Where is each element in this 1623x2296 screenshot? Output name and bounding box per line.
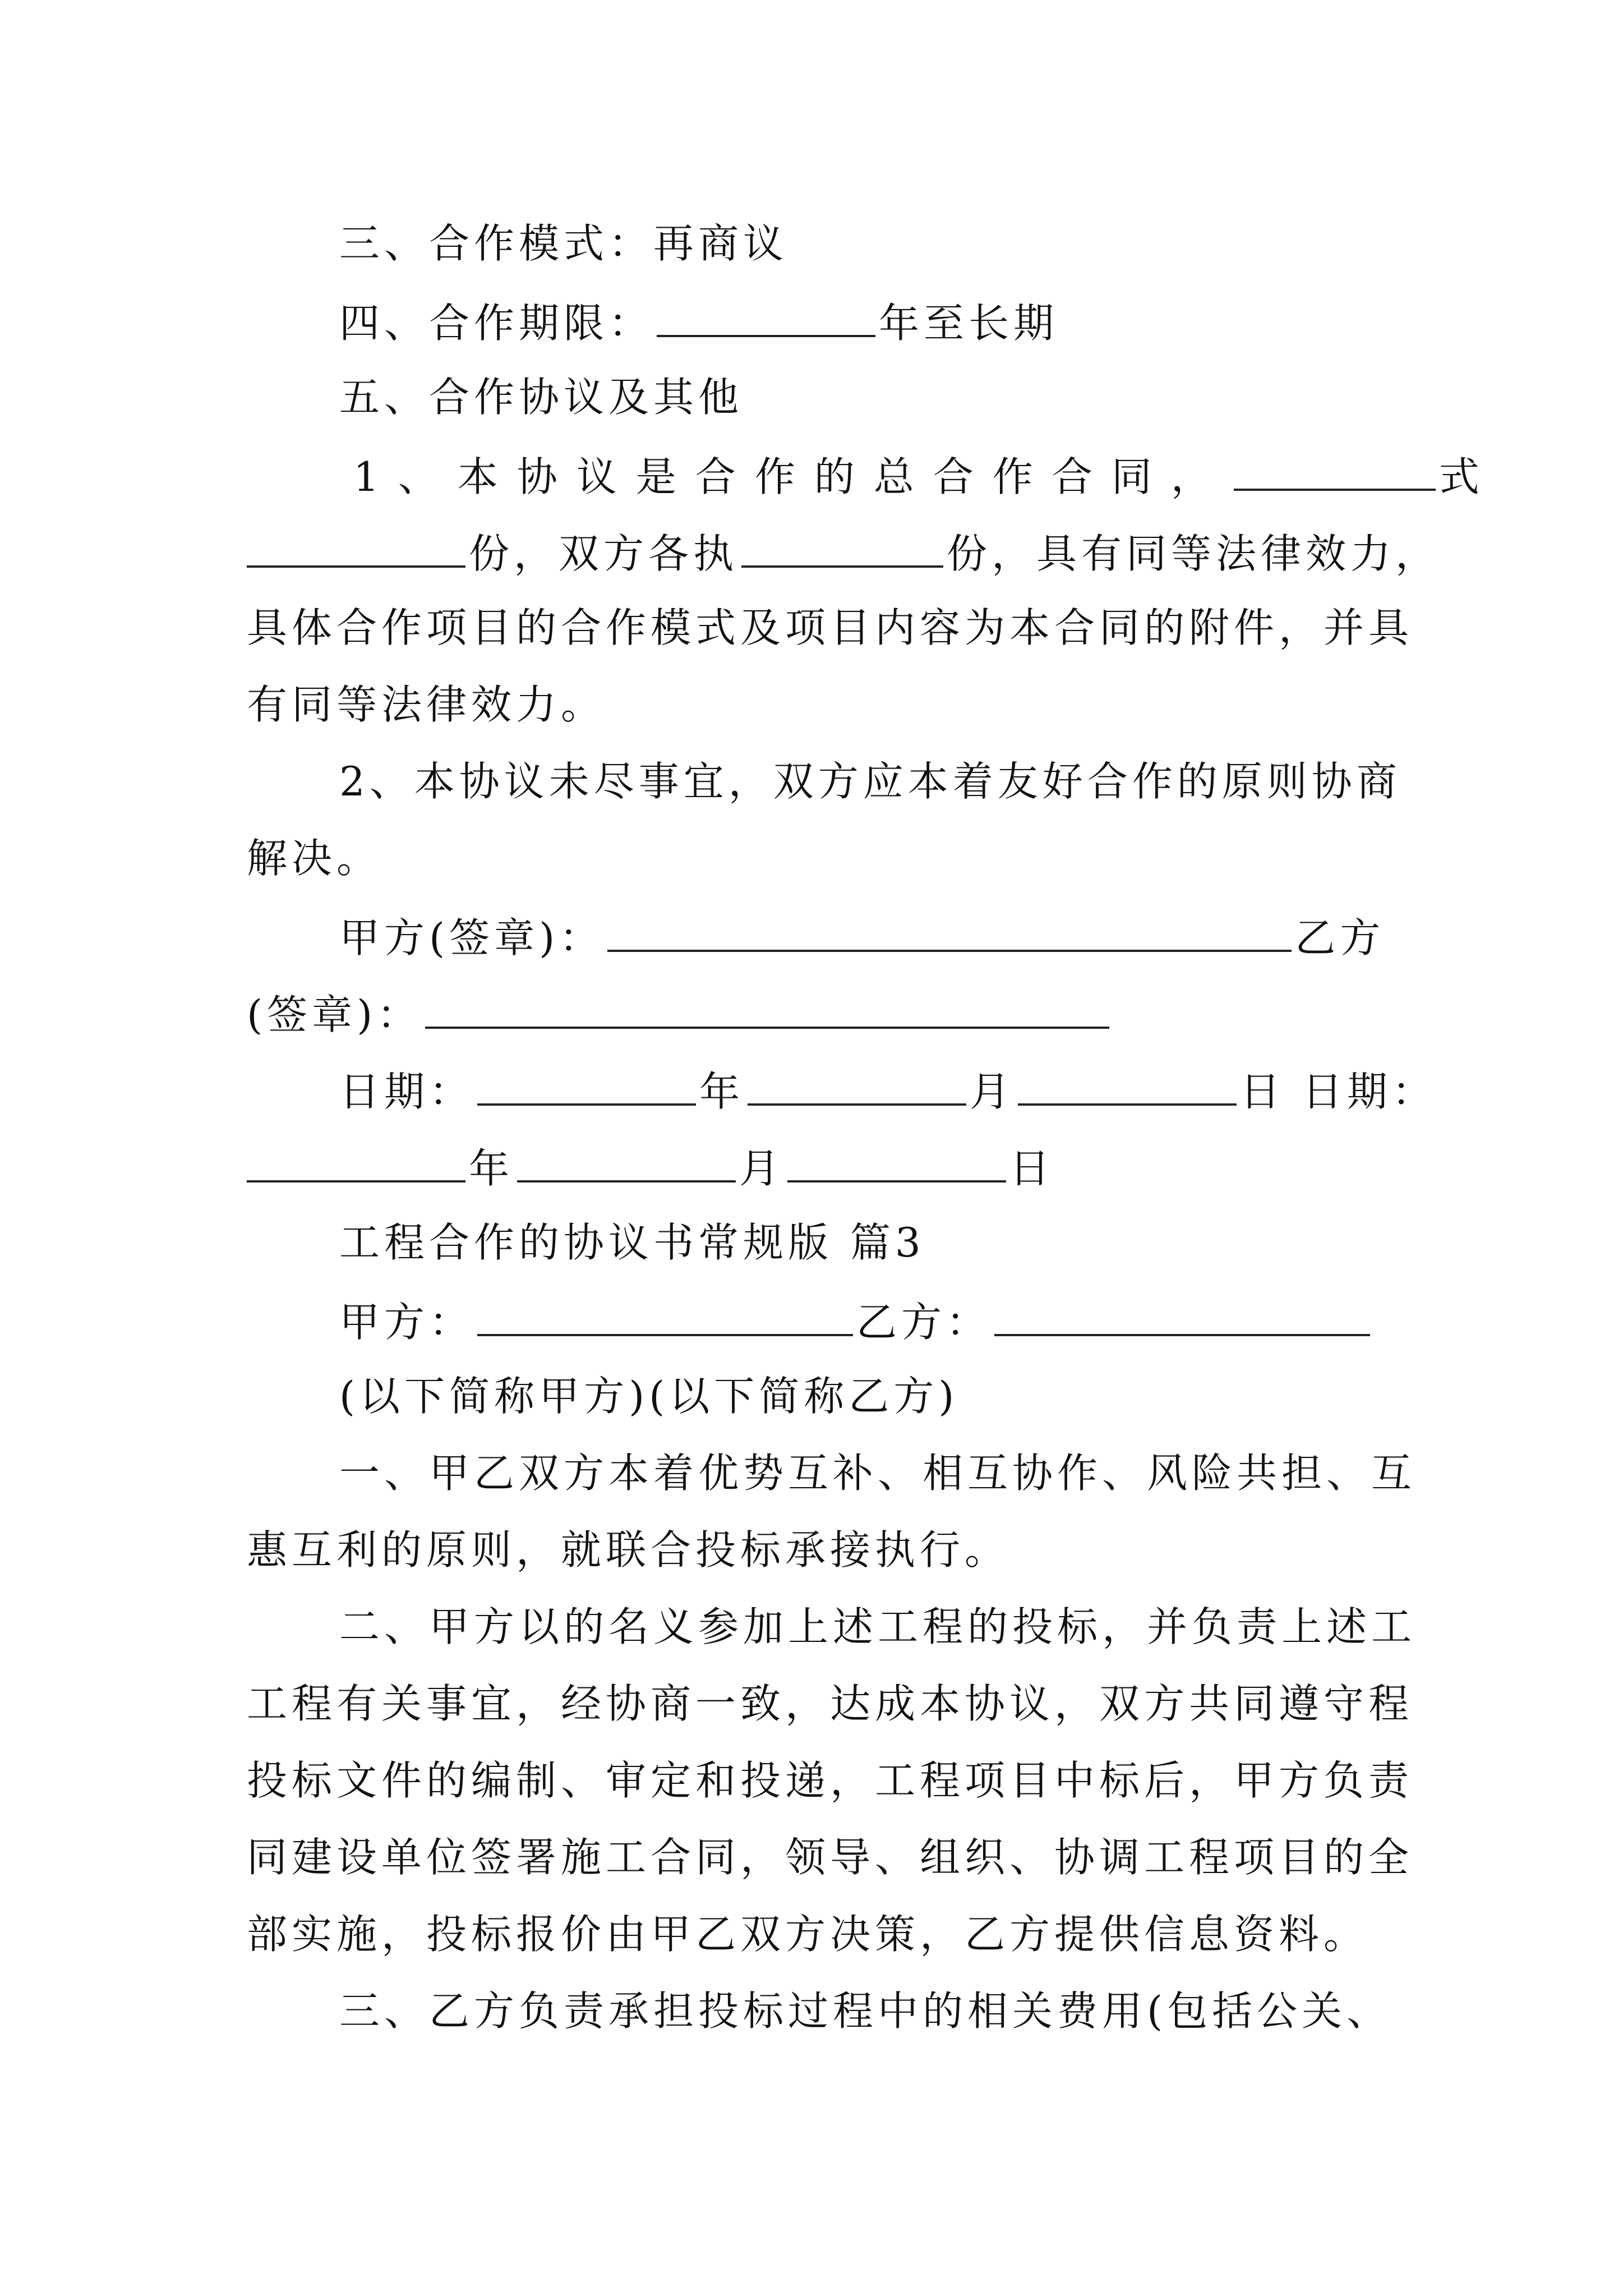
line-text: (签章)： xyxy=(247,991,422,1038)
line-text: 乙方 xyxy=(1295,914,1385,961)
line-text: 日 xyxy=(1009,1145,1055,1192)
fill-blank xyxy=(517,1145,736,1182)
text-line xyxy=(339,374,744,421)
line-text: 五、合作协议及其他 xyxy=(339,374,744,421)
line-text: 部实施，投标报价由甲乙双方决策，乙方提供信息资料。 xyxy=(247,1911,1369,1958)
text-line xyxy=(339,914,1385,961)
text-line xyxy=(339,1987,1392,2035)
line-text: 年至长期 xyxy=(879,300,1059,347)
text-line xyxy=(247,530,1441,577)
line-text: 工程合作的协议书常规版 篇3 xyxy=(339,1219,925,1266)
text-line xyxy=(339,1068,1437,1115)
line-text: 三、乙方负责承担投标过程中的相关费用(包括公关、 xyxy=(339,1987,1392,2035)
line-text: 投标文件的编制、审定和投递，工程项目中标后，甲方负责 xyxy=(247,1757,1414,1804)
fill-blank xyxy=(1234,454,1436,491)
text-line xyxy=(247,1145,1055,1192)
line-text: 四、合作期限： xyxy=(339,300,654,347)
line-text: 份，双方各执 xyxy=(469,530,739,577)
line-text: 份，具有同等法律效力， xyxy=(947,530,1441,577)
text-line xyxy=(247,1680,1414,1727)
line-text: 日 日期： xyxy=(1240,1068,1437,1115)
line-text: 惠互利的原则，就联合投标承接执行。 xyxy=(247,1526,1010,1573)
line-text: 式 xyxy=(1438,453,1498,500)
line-text: 三、合作模式：再商议 xyxy=(339,220,789,267)
line-text: 日期： xyxy=(339,1068,474,1115)
fill-blank xyxy=(247,1145,465,1182)
line-text: 解决。 xyxy=(247,835,382,882)
line-text: 工程有关事宜，经协商一致，达成本协议，双方共同遵守程 xyxy=(247,1680,1414,1727)
line-text: 乙方： xyxy=(856,1299,992,1346)
fill-blank xyxy=(741,531,943,568)
text-line xyxy=(339,1299,1373,1346)
text-line xyxy=(353,453,1498,500)
text-line xyxy=(339,300,1059,347)
fill-blank xyxy=(247,531,465,568)
section-heading xyxy=(339,1219,925,1266)
text-line xyxy=(339,1450,1417,1497)
text-line xyxy=(339,1373,959,1420)
line-text: 1、本协议是合作的总合作合同， xyxy=(353,453,1230,500)
text-line xyxy=(339,758,1401,805)
fill-blank xyxy=(787,1145,1006,1182)
text-line xyxy=(247,991,1113,1038)
text-line xyxy=(247,681,606,728)
line-text: 甲方(签章)： xyxy=(339,914,605,961)
line-text: 甲方： xyxy=(339,1299,474,1346)
line-text: 年 xyxy=(699,1068,745,1115)
text-line xyxy=(247,1757,1414,1804)
fill-blank xyxy=(477,1299,853,1336)
fill-blank xyxy=(1018,1069,1237,1106)
line-text: 具体合作项目的合作模式及项目内容为本合同的附件，并具 xyxy=(247,604,1414,651)
fill-blank xyxy=(477,1069,696,1106)
text-line xyxy=(247,1526,1010,1573)
line-text: 月 xyxy=(739,1145,785,1192)
line-text: 同建设单位签署施工合同，领导、组织、协调工程项目的全 xyxy=(247,1834,1414,1881)
line-text: 一、甲乙双方本着优势互补、相互协作、风险共担、互 xyxy=(339,1450,1417,1497)
signature-blank xyxy=(425,992,1109,1029)
line-text: 2、本协议未尽事宜，双方应本着友好合作的原则协商 xyxy=(339,758,1401,805)
text-line xyxy=(247,835,382,882)
text-line xyxy=(339,220,789,267)
line-text: 月 xyxy=(970,1068,1015,1115)
text-line xyxy=(247,1911,1369,1958)
text-line xyxy=(247,1834,1414,1881)
text-line xyxy=(247,604,1414,651)
fill-blank xyxy=(657,300,875,337)
signature-blank xyxy=(607,915,1292,952)
line-text: 二、甲方以的名义参加上述工程的投标，并负责上述工 xyxy=(339,1603,1417,1650)
line-text: 有同等法律效力。 xyxy=(247,681,606,728)
line-text: 年 xyxy=(469,1145,514,1192)
fill-blank xyxy=(748,1069,966,1106)
text-line xyxy=(339,1603,1417,1650)
line-text: (以下简称甲方)(以下简称乙方) xyxy=(339,1373,959,1420)
fill-blank xyxy=(994,1299,1370,1336)
